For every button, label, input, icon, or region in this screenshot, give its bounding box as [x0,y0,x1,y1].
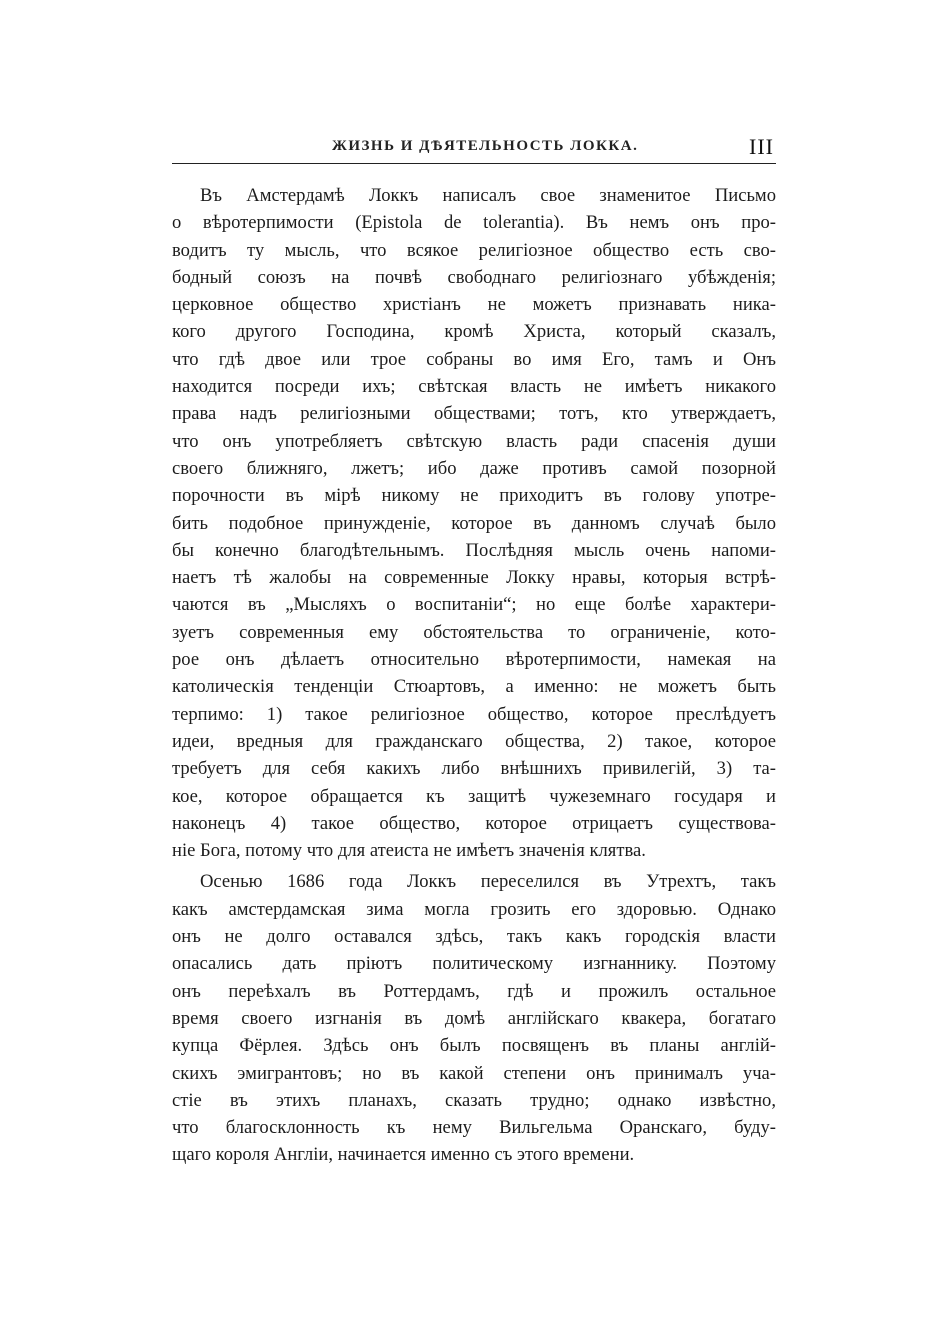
running-head [172,132,776,164]
text-line: католическія тенденціи Стюартовъ, а именно: не можетъ быть [172,676,776,698]
text-line: что благосклонность къ нему Вильгельма Оранскаго, буду- [172,1117,776,1139]
text-line: опасались дать пріютъ политическому изгнаннику. Поэтому [172,953,776,975]
body-text [172,182,776,1169]
text-line: время своего изгнанія въ домѣ англійскаго квакера, богатаго [172,1007,776,1029]
text-line: наетъ тѣ жалобы на современные Локку нравы, которыя встрѣ- [172,567,776,589]
text-line: водитъ ту мысль, что всякое религіозное общество есть сво- [172,239,776,261]
text-line: идеи, вредныя для гражданскаго общества, 2) такое, которое [172,730,776,752]
text-line: щаго короля Англіи, начинается именно съ этого времени. [172,1144,635,1166]
text-line: бодный союзъ на почвѣ свободнаго религіознаго убѣжденія; [172,266,776,288]
text-line: онъ не долго оставался здѣсь, такъ какъ городскія власти [172,926,776,948]
text-line: бы конечно благодѣтельнымъ. Послѣдняя мысль очень напоми- [172,539,776,561]
text-line: стіе въ этихъ планахъ, сказать трудно; однако извѣстно, [172,1089,776,1111]
text-line: церковное общество христіанъ не можетъ признавать ника- [172,294,776,316]
text-line: купца Фёрлея. Здѣсь онъ былъ посвященъ въ планы англій- [172,1035,776,1057]
text-line: чаются въ „Мысляхъ о воспитаніи“; но еще болѣе характери- [172,594,776,616]
text-line: о вѣротерпимости (Epistola de tolerantia). Въ немъ онъ про- [172,212,776,234]
text-line: своего ближняго, лжетъ; ибо даже противъ самой позорной [172,457,776,479]
text-line: ніе Бога, потому что для атеиста не имѣетъ значенія клятва. [172,840,646,862]
text-line: наконецъ 4) такое общество, которое отрицаетъ существова- [172,812,776,834]
text-line: кого другого Господина, кромѣ Христа, который сказалъ, [172,321,776,343]
text-line: находится посреди ихъ; свѣтская власть не имѣетъ никакого [172,376,776,398]
paragraph [172,182,776,864]
text-line: кое, которое обращается къ защитѣ чужеземнаго государя и [172,785,776,807]
text-line: онъ переѣхалъ въ Роттердамъ, гдѣ и прожилъ остальное [172,980,776,1002]
text-line: бить подобное принужденіе, которое въ данномъ случаѣ было [172,512,776,534]
text-line: скихъ эмигрантовъ; но въ какой степени онъ принималъ уча- [172,1062,776,1084]
running-title: ЖИЗНЬ И ДѢЯТЕЛЬНОСТЬ ЛОККА. [332,138,639,154]
text-line: Осенью 1686 года Локкъ переселился въ Утрехтъ, такъ [200,871,776,893]
text-line: что онъ употребляетъ свѣтскую власть ради спасенія души [172,430,776,452]
text-line: зуетъ современныя ему обстоятельства то ограниченіе, кото- [172,621,776,643]
page-number: III [749,134,774,159]
text-line: терпимо: 1) такое религіозное общество, которое преслѣдуетъ [172,703,776,725]
paragraph [172,868,776,1168]
text-line: рое онъ дѣлаетъ относительно вѣротерпимости, намекая на [172,649,776,671]
text-line: порочности въ мірѣ никому не приходитъ въ голову употре- [172,485,776,507]
header-rule [172,163,776,164]
text-line: какъ амстердамская зима могла грозить его здоровью. Однако [172,898,776,920]
text-line: что гдѣ двое или трое собраны во имя Его, тамъ и Онъ [172,348,776,370]
text-line: права надъ религіозными обществами; тотъ, кто утверждаетъ, [172,403,776,425]
text-line: Въ Амстердамѣ Локкъ написалъ свое знаменитое Письмо [200,185,776,206]
text-line: требуетъ для себя какихъ либо внѣшнихъ привилегій, 3) та- [172,758,776,780]
